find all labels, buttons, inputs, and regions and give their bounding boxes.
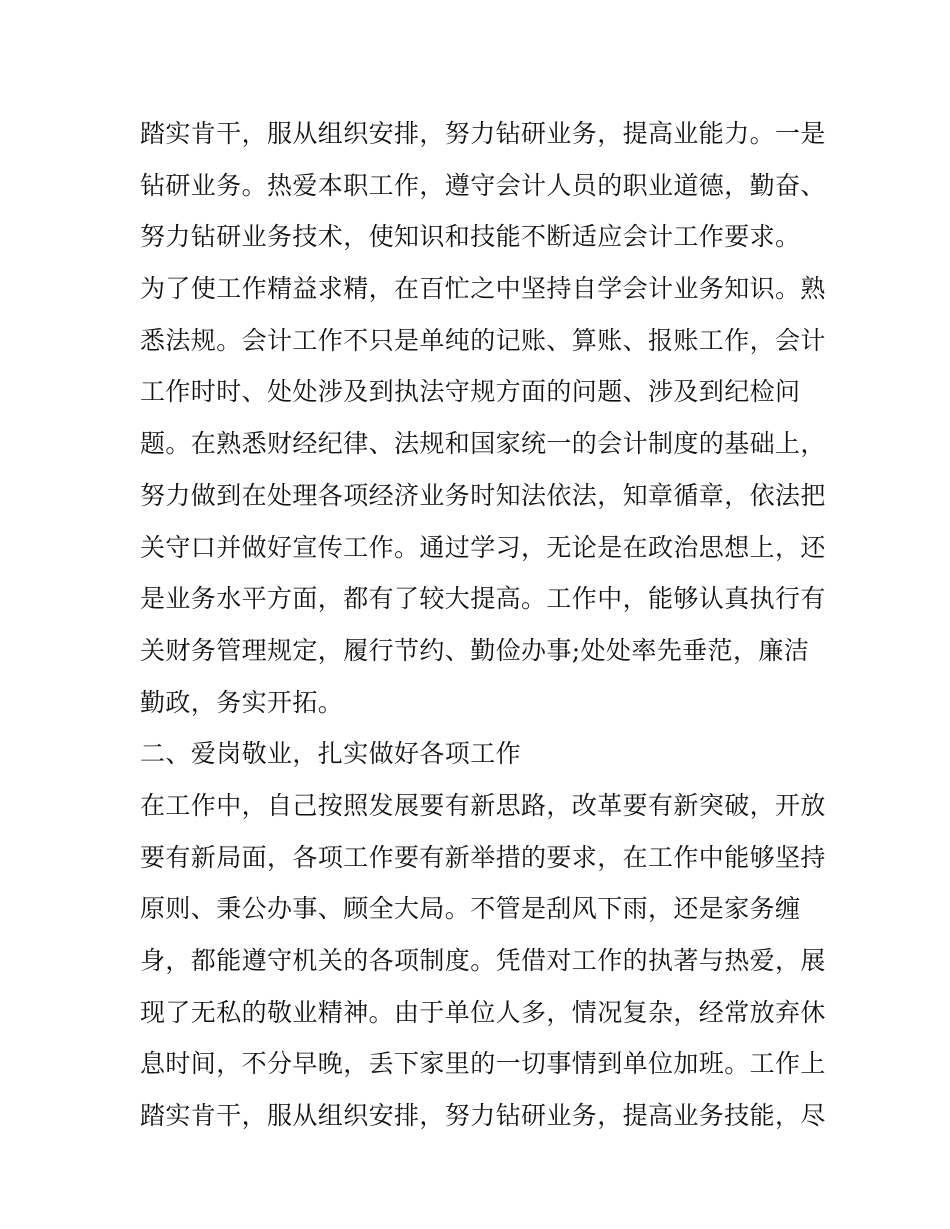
text-line-16: 原则、秉公办事、顾全大局。不管是刮风下雨，还是家务缠	[140, 894, 801, 924]
text-line-6: 工作时时、处处涉及到执法守规方面的问题、涉及到纪检问	[140, 377, 801, 407]
text-line-3: 努力钻研业务技术，使知识和技能不断适应会计工作要求。	[140, 222, 801, 252]
text-line-15: 要有新局面，各项工作要有新举措的要求，在工作中能够坚持	[140, 842, 826, 872]
body-text	[140, 108, 830, 1142]
text-line-18: 现了无私的敬业精神。由于单位人多，情况复杂，经常放弃休	[140, 997, 826, 1027]
text-line-11: 关财务管理规定，履行节约、勤俭办事;处处率先垂范，廉洁	[140, 635, 810, 665]
text-line-14: 在工作中，自己按照发展要有新思路，改革要有新突破，开放	[140, 790, 826, 820]
text-line-1: 踏实肯干，服从组织安排，努力钻研业务，提高业能力。一是	[140, 119, 826, 148]
text-line-17: 身，都能遵守机关的各项制度。凭借对工作的执著与热爱，展	[140, 946, 826, 975]
section-heading: 二、爱岗敬业，扎实做好各项工作	[140, 739, 522, 769]
text-line-12: 勤政，务实开拓。	[140, 687, 344, 717]
text-line-7: 题。在熟悉财经纪律、法规和国家统一的会计制度的基础上，	[140, 429, 826, 459]
text-line-9: 关守口并做好宣传工作。通过学习，无论是在政治思想上，还	[140, 532, 826, 562]
text-line-5: 悉法规。会计工作不只是单纯的记账、算账、报账工作，会计	[140, 325, 826, 355]
text-line-4: 为了使工作精益求精，在百忙之中坚持自学会计业务知识。熟	[140, 274, 826, 304]
text-line-8: 努力做到在处理各项经济业务时知法依法，知章循章，依法把	[140, 480, 826, 510]
text-line-10: 是业务水平方面，都有了较大提高。工作中，能够认真执行有	[140, 584, 826, 614]
text-line-20: 踏实肯干，服从组织安排，努力钻研业务，提高业务技能，尽	[140, 1101, 826, 1131]
text-line-2: 钻研业务。热爱本职工作，遵守会计人员的职业道德，勤奋、	[140, 170, 826, 200]
text-line-19: 息时间，不分早晚，丢下家里的一切事情到单位加班。工作上	[140, 1049, 826, 1079]
